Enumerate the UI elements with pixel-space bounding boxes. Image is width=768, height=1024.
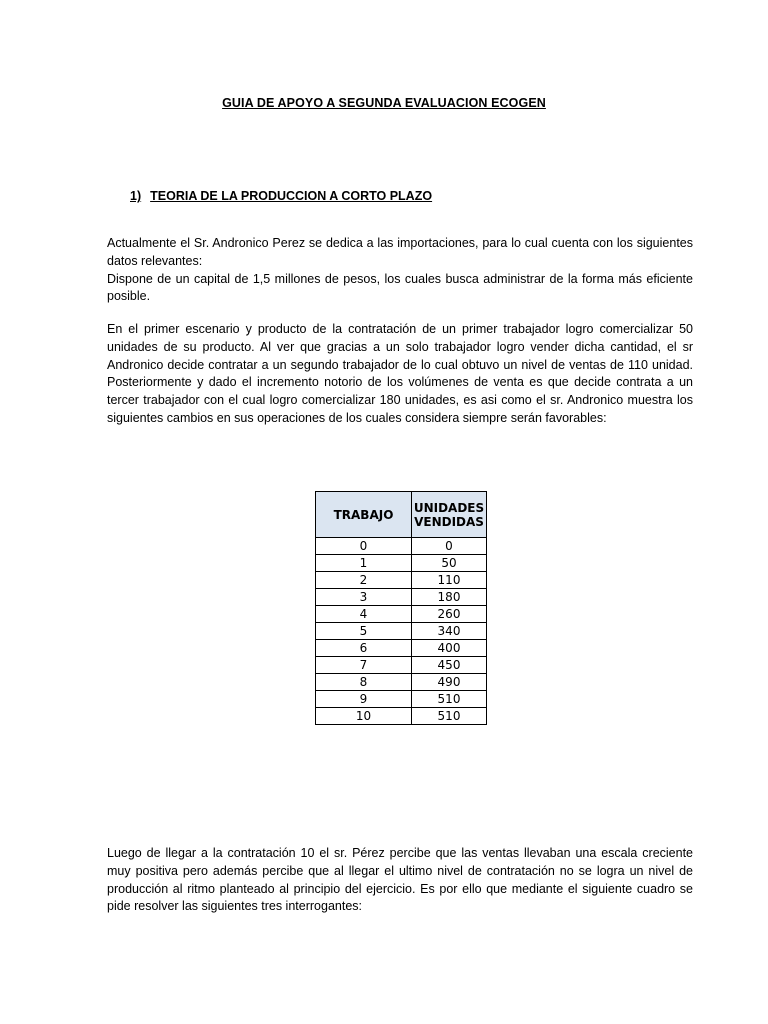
cell-trabajo: 7 bbox=[316, 657, 412, 674]
table-row bbox=[316, 623, 487, 640]
cell-unidades: 260 bbox=[412, 606, 487, 623]
cell-unidades: 510 bbox=[412, 708, 487, 725]
cell-unidades: 340 bbox=[412, 623, 487, 640]
cell-trabajo: 9 bbox=[316, 691, 412, 708]
table-row bbox=[316, 589, 487, 606]
cell-unidades: 490 bbox=[412, 674, 487, 691]
intro-paragraph bbox=[107, 235, 693, 306]
scenario-paragraph: En el primer escenario y producto de la contratación de un primer trabajador logro comercializar 50 unidades de su producto. Al ver que gracias a un solo trabajador logro vender dicha cantidad, el sr Andronico decide contratar a un segundo trabajador de lo cual obtuvo un nivel de ventas de 110 unidad. Posteriormente y dado el incremento notorio de los volúmenes de venta es que decide contrata a un tercer trabajador con el cual logro comercializar 180 unidades, es asi como el sr. Andronico muestra los siguientes cambios en sus operaciones de los cuales considera siempre serán favorables: bbox=[107, 322, 693, 425]
conclusion-paragraph: Luego de llegar a la contratación 10 el sr. Pérez percibe que las ventas llevaban una escala creciente muy positiva pero además percibe que al llegar el ultimo nivel de contratación no se logra un nivel de producción al ritmo planteado al principio del ejercicio. Es por ello que mediante el siguiente cuadro se pide resolver las siguientes tres interrogantes: bbox=[107, 846, 693, 914]
cell-unidades: 110 bbox=[412, 572, 487, 589]
section-heading bbox=[130, 189, 432, 203]
cell-unidades: 510 bbox=[412, 691, 487, 708]
table-row bbox=[316, 538, 487, 555]
cell-unidades: 180 bbox=[412, 589, 487, 606]
table-row bbox=[316, 708, 487, 725]
table-row bbox=[316, 606, 487, 623]
table-header-row bbox=[316, 492, 487, 538]
section-number: 1) bbox=[130, 189, 142, 203]
section-title: TEORIA DE LA PRODUCCION A CORTO PLAZO bbox=[150, 189, 433, 203]
document-title: GUIA DE APOYO A SEGUNDA EVALUACION ECOGEN bbox=[222, 96, 546, 110]
cell-trabajo: 0 bbox=[316, 538, 412, 555]
table-row bbox=[316, 572, 487, 589]
header-unidades-vendidas: UNIDADES VENDIDAS bbox=[412, 492, 487, 538]
table-row bbox=[316, 640, 487, 657]
production-table bbox=[315, 491, 487, 725]
cell-unidades: 400 bbox=[412, 640, 487, 657]
table-body bbox=[316, 538, 487, 725]
cell-trabajo: 4 bbox=[316, 606, 412, 623]
table-row bbox=[316, 555, 487, 572]
table-row bbox=[316, 657, 487, 674]
table-row bbox=[316, 674, 487, 691]
cell-trabajo: 8 bbox=[316, 674, 412, 691]
cell-trabajo: 10 bbox=[316, 708, 412, 725]
table-row bbox=[316, 691, 487, 708]
cell-trabajo: 3 bbox=[316, 589, 412, 606]
cell-unidades: 450 bbox=[412, 657, 487, 674]
header-trabajo: TRABAJO bbox=[316, 492, 412, 538]
cell-unidades: 50 bbox=[412, 555, 487, 572]
cell-trabajo: 6 bbox=[316, 640, 412, 657]
cell-trabajo: 1 bbox=[316, 555, 412, 572]
cell-trabajo: 5 bbox=[316, 623, 412, 640]
intro-text: Actualmente el Sr. Andronico Perez se dedica a las importaciones, para lo cual cuenta con los siguientes datos relevantes: bbox=[107, 236, 693, 268]
cell-trabajo: 2 bbox=[316, 572, 412, 589]
capital-text: Dispone de un capital de 1,5 millones de pesos, los cuales busca administrar de la forma más eficiente posible. bbox=[107, 271, 693, 304]
cell-unidades: 0 bbox=[412, 538, 487, 555]
